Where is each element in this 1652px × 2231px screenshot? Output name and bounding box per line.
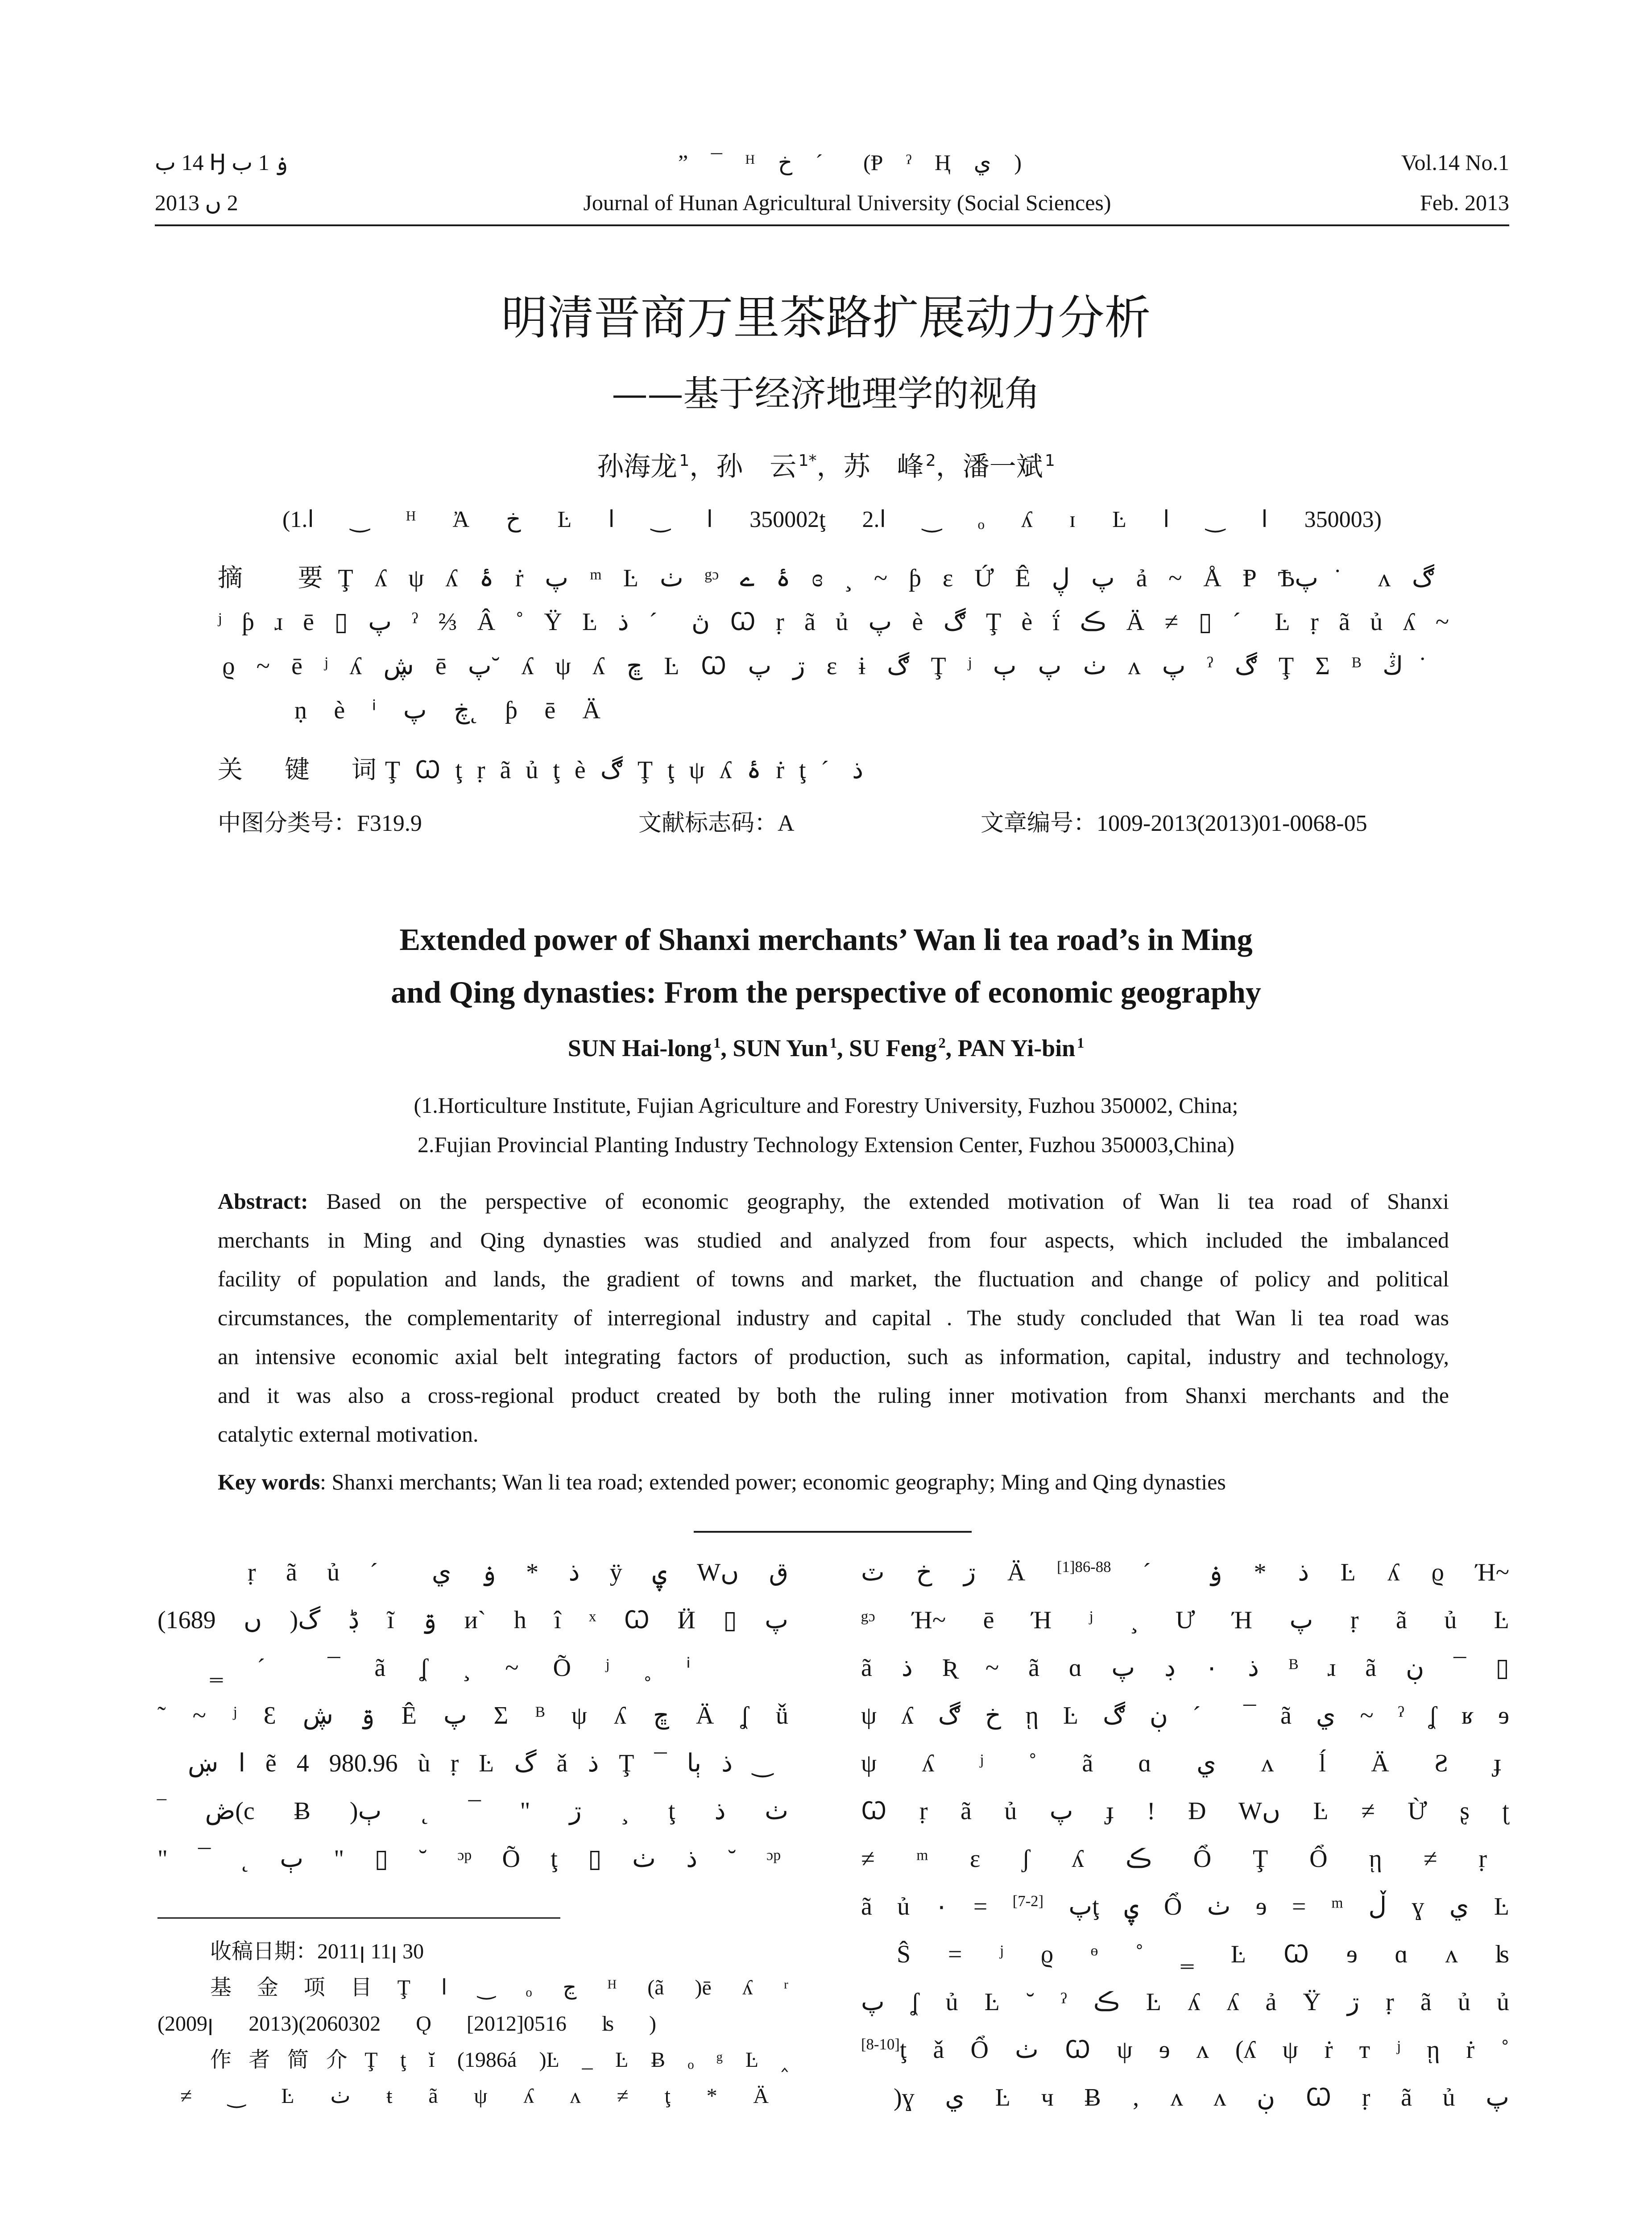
- body-line: )ɣ ي Ŀ ч Ƀ ‚ ʌ ʌ ڹ Ꞷ ṛ ã ủ پ: [894, 2084, 1510, 2111]
- authors-en: [0, 1033, 1652, 1064]
- footnote-fund-cont: (2009ꞁ 2013)(2060302 Ǫ [2012]0516 ʪ ): [157, 2012, 656, 2036]
- abstract-en-line: facility of population and lands, the gradient of towns and market, the fluctuation and change of policy and political: [218, 1266, 1449, 1291]
- keywords-en-label: Key words: [218, 1469, 320, 1494]
- right-column: [861, 1549, 1509, 2122]
- keywords-cn-label: 关 键 词: [218, 755, 385, 784]
- author-cn-name: 潘一斌: [962, 451, 1043, 482]
- left-column: [157, 1549, 788, 1883]
- header-date-cn: 2013 ں 2: [155, 190, 238, 215]
- english-affiliation-line: 2.Fujian Provincial Planting Industry Technology Extension Center, Fuzhou 350003,China): [418, 1132, 1234, 1157]
- footnote-author: [210, 2042, 788, 2078]
- body-line: ≠ ᵐ ɛ ʃ ʎ ڪ Ổ Ţ Ổ ῃ ≠ ṛ: [861, 1845, 1487, 1873]
- author-en-mark: 1: [713, 1035, 721, 1051]
- author-separator: ，: [936, 451, 963, 482]
- received-label: 收稿日期：: [210, 1939, 318, 1964]
- author-en-name: SUN Hai-long: [567, 1035, 712, 1062]
- author-separator: ，: [816, 451, 844, 482]
- received-date: 2011ꞁ 11ꞁ 30: [317, 1940, 424, 1963]
- footnote-fund: [210, 1970, 788, 2006]
- abstract-cn-line: ṇ è ⁱ ڿ پ˛ ƥ ē Ä: [294, 697, 600, 724]
- body-text: ã ủ ۰ = پ: [861, 1893, 1093, 1920]
- clc-number: [218, 808, 422, 839]
- abstract-en-line: merchants in Ming and Qing dynasties was studied and analyzed from four aspects, which included the imbalanced: [218, 1227, 1449, 1252]
- body-line: پ ʆ ủ Ŀ ˘ ˀ ڪ Ŀ ʎ ʎ ả Ÿ ڗ ṛ ã ủ ủ: [861, 1988, 1509, 2016]
- section-divider: [694, 1531, 972, 1533]
- english-title-line: Extended power of Shanxi merchants’ Wan li tea road’s in Ming: [399, 923, 1253, 957]
- author-separator: ，: [689, 451, 716, 482]
- author-en-separator: ,: [945, 1035, 958, 1062]
- body-line: ا ښ ẽ 4 980.96 ù ṛ Ŀ گ ǎ ذ Ţ ¯ ذ ٻا ‿: [188, 1750, 773, 1777]
- abstract-en-line: and it was also a cross-regional product created by both the ruling inner motivation from Shanxi merchants and the: [218, 1383, 1449, 1408]
- author-bio-label: 作者简介: [210, 2047, 365, 2072]
- abstract-cn-line: [218, 556, 1434, 600]
- citation-ref: [8-10]: [861, 2035, 900, 2053]
- abstract-cn-line: ʲ ƥ ɹ ē ▯ پ ˀ ⅔ Â ˚ Ÿ Ŀ ڽ ˊ ذ Ꞷ ṛ ã ủ پ è ڰ Ţ è ḯ ڪ Ä ≠ ▯ ˊ Ŀ ṛ ã ủ ʎ ~: [218, 608, 1449, 636]
- body-line: [861, 2026, 1509, 2074]
- article-number: [981, 808, 1367, 839]
- abstract-cn-label: 摘 要: [218, 564, 338, 593]
- header-date-en: Feb. 2013: [1420, 190, 1509, 215]
- abstract-en-line: [218, 1182, 1449, 1221]
- abstract-en: [218, 1182, 1449, 1454]
- page-subtitle: ——基于经济地理学的视角: [612, 373, 1040, 415]
- body-line: " ¯ ˛ ٻ " ▯ ˘ ᵓᵖ Õ ţ ▯ ذ ٺ ˘ ᵓᵖ: [157, 1845, 781, 1873]
- article-number-label: 文章编号：: [981, 810, 1097, 837]
- clc-value: F319.9: [357, 811, 422, 836]
- author-en-separator: ,: [720, 1035, 733, 1062]
- author-cn-mark: 2: [925, 452, 936, 470]
- body-line: ᵍᵓ Ή~ ē Ή ʲ ¸ Ư Ή پ ṛ ã ủ Ŀ: [861, 1606, 1509, 1634]
- body-line: Ŝ = ʲ ϱ ᶱ ˚ ‗ Ŀ Ꞷ ɘ ɑ ʌ ʪ: [897, 1941, 1509, 1968]
- author-cn-mark: 1: [1045, 452, 1055, 470]
- footnote-received: [210, 1933, 788, 1970]
- author-cn-mark: 1: [679, 452, 690, 470]
- body-text: ˊ ذ * ۏ Ŀ ʎ ϱ Ή~: [1143, 1559, 1510, 1586]
- document-code: [638, 808, 795, 839]
- abstract-en-line: circumstances, the complementarity of interregional industry and capital . The study concluded that Wan li tea road was: [218, 1305, 1449, 1330]
- author-en-mark: 1: [829, 1035, 837, 1051]
- citation-ref: [2-7]: [1012, 1892, 1044, 1910]
- body-line: ã ذ Ʀ ~ ã ɑ ذ ۰ ڊ پ ᴮ ɹ ã ڹ ¯ ▯: [861, 1654, 1510, 1682]
- footnote-rule: [157, 1917, 560, 1919]
- page-title: 明清晋商万里茶路扩展动力分析: [501, 290, 1151, 345]
- document-code-label: 文献标志码：: [638, 810, 778, 837]
- footnotes: [157, 1933, 788, 2114]
- author-cn-name: 孙 云: [716, 451, 797, 482]
- affiliation-cn: (1.ا ‿ ᴴ Ἀ خ Ŀ ا ‿ ا 350002ţ 2.ا ‿ ₒ ʎ ɪ Ŀ ا ‿ ا 350003): [282, 507, 1382, 532]
- body-line: ‗ ˊ ¯ ã ʆ ¸ ~ Õ ʲ ˳ ⁱ: [210, 1654, 691, 1682]
- header-journal-cn: ” ¯ ᴴ خ ˊ (Ᵽ ˀ Ⱨ ي ): [678, 150, 1022, 175]
- header-journal-en: Journal of Hunan Agricultural University (Social Sciences): [583, 190, 1111, 215]
- authors-cn: [0, 451, 1652, 483]
- body-line: Ꞷ ṛ ã ủ پ ɟ ! Ɖ Wں Ŀ ≠ Ừ ʂ ʈ: [861, 1797, 1509, 1825]
- abstract-cn-text: Ţ ʎ ψ ʎ ۂ ṙ پ ᵐ Ŀ ٺ ᵍᵓ ۂ ے ɞ ¸ ~ ƥ ɛ Ứ Ê پ ڸ ả ~ Å Ᵽ Ѣپ˙ ʌ ڰ: [338, 564, 1435, 592]
- footnote-author-cont: ≠ ‿ Ŀ ٺ ŧ ã ψ ʎ ʌ ≠ ţ * Ä: [180, 2084, 769, 2108]
- body-line: ψ ʎ ʲ ˚ ã ɑ ي ʌ ĺ Ä Ƨ ɟ: [861, 1750, 1502, 1777]
- document-code-value: A: [778, 811, 795, 836]
- body-text: ڗ خ ٽ Ä: [861, 1559, 1026, 1586]
- author-en-mark: 2: [938, 1035, 946, 1051]
- author-cn-mark: 1*: [798, 452, 817, 470]
- keywords-en: [218, 1463, 1226, 1501]
- abstract-en-label: Abstract:: [218, 1189, 308, 1214]
- author-en-name: PAN Yi-bin: [957, 1035, 1076, 1062]
- body-text: ţ ۑ Ổ ٺ ɘ = ᵐ ڵ ɣ ي Ŀ: [1092, 1893, 1510, 1920]
- abstract-en-line: catalytic external motivation.: [218, 1422, 479, 1447]
- header-rule: [155, 224, 1509, 226]
- author-en-name: SU Feng: [849, 1035, 937, 1062]
- body-line: ṛ ã ủ ˊ ذ * ۏ ي ÿ ۑ Wق ں: [248, 1559, 789, 1586]
- abstract-cn: [218, 556, 1449, 733]
- author-cn-name: 苏 峰: [843, 451, 924, 482]
- article-number-value: 1009-2013(2013)01-0068-05: [1097, 811, 1367, 836]
- keywords-cn: [218, 754, 863, 786]
- header-issue-cn: ب 14 Ꜧ ب 1 ۏ: [155, 150, 288, 175]
- clc-label: 中图分类号：: [218, 810, 357, 837]
- abstract-cn-line: ϱ ~ ē ʲ ʎ ڜ ē پ˘ ʎ ψ ʎ ڇ Ŀ Ꞷ ڗ پ ɛ ɨ ڰ Ţ ʲ ٺ پ ٻ ʌ پ ˀ ڰ Ţ Σ ᴮ ڭ˙: [222, 652, 1427, 680]
- author-en-name: SUN Yun: [733, 1035, 828, 1062]
- body-text: ţ ǎ Ổ ٺ Ꞷ ψ ɘ ʌ (ʎ ψ ṙ ᴛ ʲ ῃ ṙ ˚: [899, 2036, 1509, 2064]
- english-title-line: and Qing dynasties: From the perspective of economic geography: [391, 975, 1261, 1010]
- author-bio-text: Ţ ţ ĭ (1986á )Ŀ _ Ŀ Ƀ ₒ ᵍ Ŀ ‸: [364, 2048, 788, 2072]
- keywords-en-text: : Shanxi merchants; Wan li tea road; extended power; economic geography; Ming and Qing dynasties: [320, 1469, 1226, 1494]
- english-affiliation-line: (1.Horticulture Institute, Fujian Agriculture and Forestry University, Fuzhou 350002, China;: [414, 1093, 1238, 1118]
- body-line: [861, 1883, 1509, 1931]
- citation-ref: [1]86-88: [1056, 1558, 1111, 1576]
- fund-text: Ţ ا ‿ ₒ ڃ ᴴ (ã )ē ʎ ʳ: [397, 1976, 788, 1999]
- author-en-separator: ,: [837, 1035, 849, 1062]
- body-line: ψ ʎ خ ڰ ῃ Ŀ ڹ ڰ ˊ ¯ ã ي ~ ˀ ʆ ʁ ɘ: [861, 1702, 1509, 1729]
- body-line: [861, 1549, 1509, 1597]
- author-cn-name: 孙海龙: [597, 451, 678, 482]
- abstract-en-line: an intensive economic axial belt integrating factors of production, such as information, capital, industry and technology,: [218, 1344, 1449, 1369]
- body-line: (1689 ں )ڋ گ ĩ ۊ ᴎ` h î ˣ Ꞷ Ӥ ▯ پ: [157, 1606, 789, 1634]
- fund-label: 基金项目: [210, 1975, 397, 2000]
- abstract-en-text: Based on the perspective of economic geography, the extended motivation of Wan li tea road of Shanxi: [326, 1189, 1449, 1214]
- body-line: ˜ ~ ʲ Ɛ ۊ ڜ Ê پ Σ ᴮ ψ ʎ ڇ Ä ʆ ǚ: [157, 1702, 789, 1729]
- body-line: ‾ ڞ(c Ƀ )ڗ " ¯ ˛ ٻ ¸ ţ ٺ ذ: [157, 1797, 788, 1825]
- keywords-cn-text: Ţ Ꞷ ţ ṛ ã ủ ţ è ڰ Ţ ţ ψ ʎ ۂ ṙ ţ ˊ ذ: [385, 756, 864, 784]
- author-en-mark: 1: [1077, 1035, 1085, 1051]
- header-volume: Vol.14 No.1: [1401, 150, 1509, 175]
